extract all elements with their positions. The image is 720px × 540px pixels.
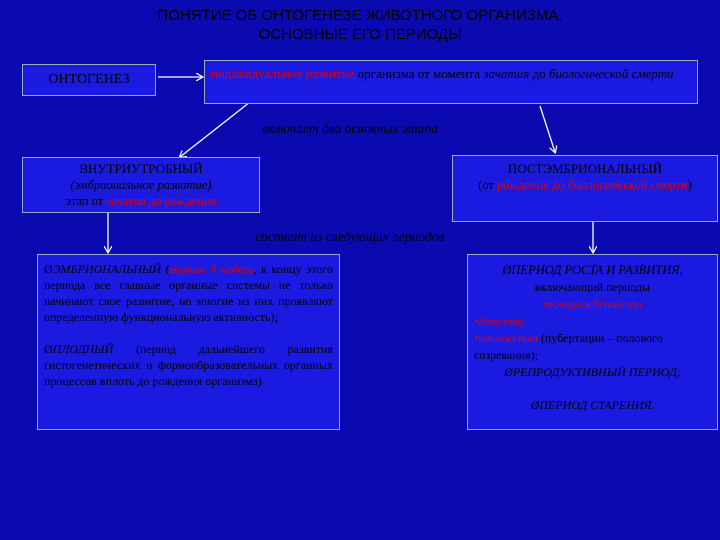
embryonic-open: ( — [161, 262, 170, 276]
fetal-name: ПЛОДНЫЙ — [52, 342, 114, 356]
prenatal-stage-line — [23, 193, 259, 209]
postembryonic-open: (от — [478, 178, 498, 192]
connector-text-periods: состоит из следующих периодов — [255, 229, 445, 244]
embryonic-description: , к концу этого периода все главные органные системы не только начинают свое развитие, но многие из них проявляют определенную функциональную активность); — [44, 262, 333, 324]
definition-individual-development: индивидуальное развитие — [211, 66, 355, 81]
connector-text-stages: включает два основных этапа — [262, 121, 438, 136]
youth-period-description: (пубертации – полового созревания); — [474, 331, 663, 362]
fetal-marker: Ø — [44, 342, 53, 356]
embryonic-name: ЭМБРИОНАЛЬНЫЙ — [52, 262, 162, 276]
aging-period: ØПЕРИОД СТАРЕНИЯ. — [530, 398, 655, 412]
postembryonic-title: ПОСТЭМБРИОНАЛЬНЫЙ — [507, 161, 663, 176]
embryonic-marker: Ø — [44, 262, 53, 276]
definition-text-b: до — [529, 66, 549, 81]
prenatal-line-prefix: этап от — [65, 194, 107, 208]
definition-conception: зачатия — [483, 66, 530, 81]
youth-period — [474, 330, 711, 364]
definition-text-a: организма от момента — [354, 66, 484, 81]
newborn-period: •новорожденности — [542, 297, 643, 311]
title-line-1: ПОНЯТИЕ ОБ ОНТОГЕНЕЗЕ ЖИВОТНОГО ОРГАНИЗМА. — [157, 7, 563, 24]
title-line-2: ОСНОВНЫЕ ЕГО ПЕРИОДЫ — [258, 26, 462, 43]
definition-box — [204, 60, 698, 104]
postembryonic-range-red: рождения до биологической смерти — [497, 178, 688, 192]
childhood-period: •детства — [474, 314, 524, 328]
embryonic-duration: первые 8 недель — [169, 262, 254, 276]
prenatal-title: ВНУТРИУТРОБНЫЙ — [79, 161, 203, 176]
definition-death: биологической смерти — [548, 66, 674, 81]
prenatal-subtitle: (эмбриональное развитие) — [70, 178, 212, 192]
youth-period-name: •юношества — [474, 331, 538, 345]
prenatal-line-red: зачатия до рождения — [106, 194, 217, 208]
postembryonic-range — [453, 177, 717, 194]
growth-period-subtitle: включающий периоды — [534, 280, 651, 294]
right-periods-box — [467, 254, 718, 430]
ontogenesis-box — [22, 64, 156, 96]
ontogenesis-label: ОНТОГЕНЕЗ — [48, 72, 130, 87]
arrow-definition-postembryonic — [540, 106, 555, 152]
postembryonic-close: ) — [687, 178, 692, 192]
growth-period-title: ØПЕРИОД РОСТА И РАЗВИТИЯ, — [502, 263, 683, 277]
fetal-description: (период дальнейшего развития гистогенетических и формообразовательных органных процессов вплоть до рождения организма) — [44, 342, 333, 388]
embryonic-period — [44, 261, 333, 325]
left-periods-box — [37, 254, 340, 430]
postembryonic-box — [452, 155, 718, 222]
reproductive-period: ØРЕПРОДУКТИВНЫЙ ПЕРИОД; — [504, 365, 681, 379]
fetal-period — [44, 341, 333, 389]
prenatal-box — [22, 157, 260, 213]
